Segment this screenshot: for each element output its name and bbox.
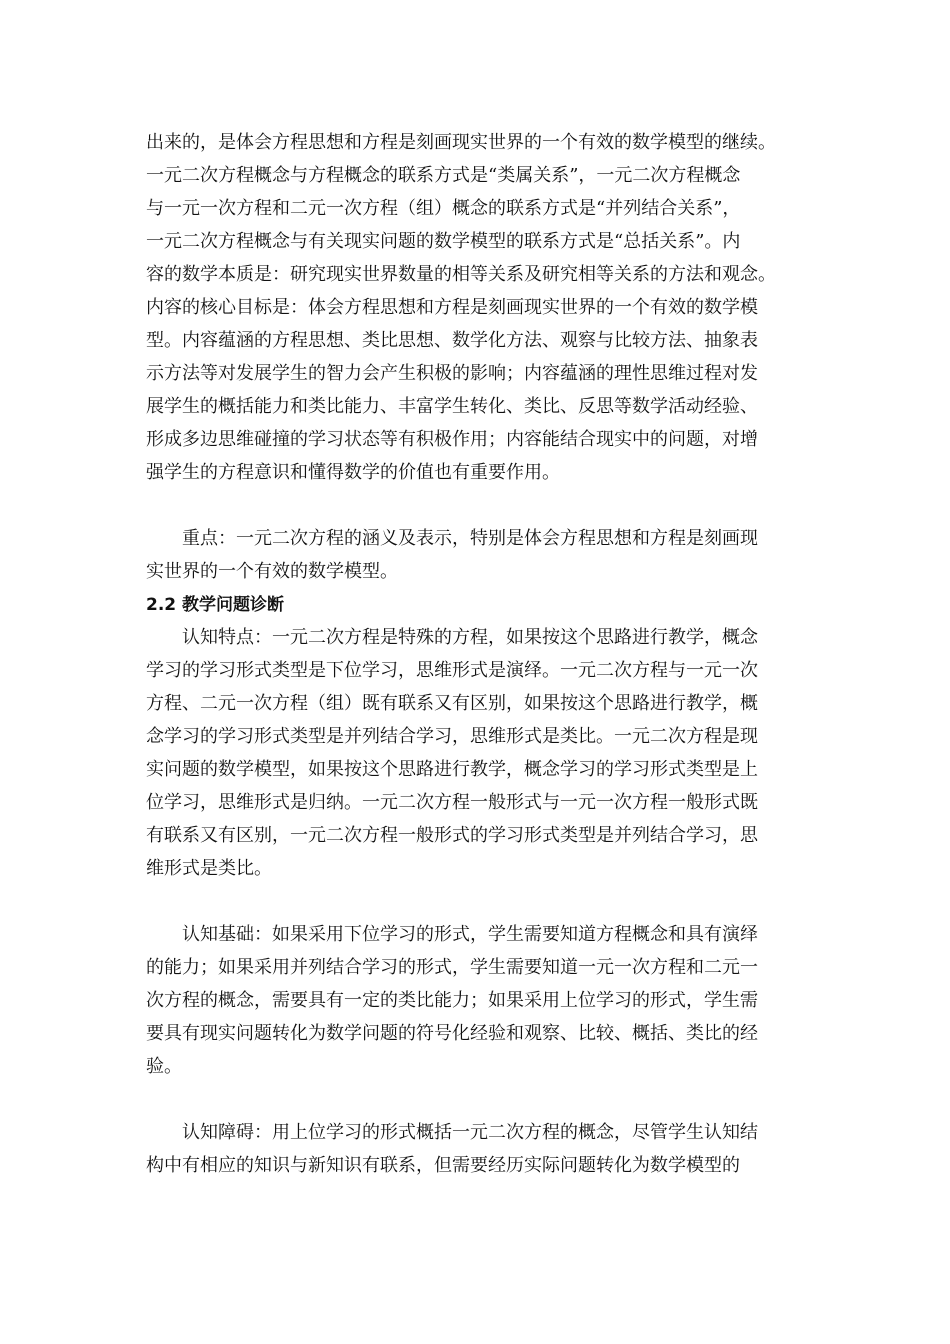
text-line: 示方法等对发展学生的智力会产生积极的影响；内容蕴涵的理性思维过程对发 (146, 363, 758, 384)
text-line: 认知障碍：用上位学习的形式概括一元二次方程的概念，尽管学生认知结 (182, 1122, 758, 1143)
text-line: 容的数学本质是：研究现实世界数量的相等关系及研究相等关系的方法和观念。 (146, 264, 776, 285)
text-line: 的能力；如果采用并列结合学习的形式，学生需要知道一元一次方程和二元一 (146, 957, 758, 978)
text-line: 认知基础：如果采用下位学习的形式，学生需要知道方程概念和具有演绎 (182, 924, 758, 945)
text-line: 出来的，是体会方程思想和方程是刻画现实世界的一个有效的数学模型的继续。 (146, 132, 776, 153)
text-line: 强学生的方程意识和懂得数学的价值也有重要作用。 (146, 462, 560, 483)
text-line: 有联系又有区别，一元二次方程一般形式的学习形式类型是并列结合学习，思 (146, 825, 758, 846)
section-heading: 2.2 教学问题诊断 (146, 595, 285, 615)
text-line: 形成多边思维碰撞的学习状态等有积极作用；内容能结合现实中的问题，对增 (146, 429, 758, 450)
text-line: 念学习的学习形式类型是并列结合学习，思维形式是类比。一元二次方程是现 (146, 726, 758, 747)
text-line: 实问题的数学模型，如果按这个思路进行教学，概念学习的学习形式类型是上 (146, 759, 758, 780)
text-line: 一元二次方程概念与有关现实问题的数学模型的联系方式是“总括关系”。内 (146, 231, 741, 252)
text-line: 实世界的一个有效的数学模型。 (146, 561, 398, 582)
text-line: 认知特点：一元二次方程是特殊的方程，如果按这个思路进行教学，概念 (182, 627, 758, 648)
text-line: 次方程的概念，需要具有一定的类比能力；如果采用上位学习的形式，学生需 (146, 990, 758, 1011)
text-line: 方程、二元一次方程（组）既有联系又有区别，如果按这个思路进行教学，概 (146, 693, 758, 714)
text-line: 重点：一元二次方程的涵义及表示，特别是体会方程思想和方程是刻画现 (182, 528, 758, 549)
text-line: 维形式是类比。 (146, 858, 272, 879)
text-line: 学习的学习形式类型是下位学习，思维形式是演绎。一元二次方程与一元一次 (146, 660, 758, 681)
text-line: 型。内容蕴涵的方程思想、类比思想、数学化方法、观察与比较方法、抽象表 (146, 330, 758, 351)
text-line: 要具有现实问题转化为数学问题的符号化经验和观察、比较、概括、类比的经 (146, 1023, 758, 1044)
text-line: 展学生的概括能力和类比能力、丰富学生转化、类比、反思等数学活动经验、 (146, 396, 758, 417)
text-line: 位学习，思维形式是归纳。一元二次方程一般形式与一元一次方程一般形式既 (146, 792, 758, 813)
text-line: 验。 (146, 1056, 182, 1077)
text-line: 内容的核心目标是：体会方程思想和方程是刻画现实世界的一个有效的数学模 (146, 297, 758, 318)
text-line: 一元二次方程概念与方程概念的联系方式是“类属关系”，一元二次方程概念 (146, 165, 741, 186)
text-line: 与一元一次方程和二元一次方程（组）概念的联系方式是“并列结合关系”， (146, 198, 741, 219)
text-line: 构中有相应的知识与新知识有联系，但需要经历实际问题转化为数学模型的 (146, 1155, 740, 1176)
